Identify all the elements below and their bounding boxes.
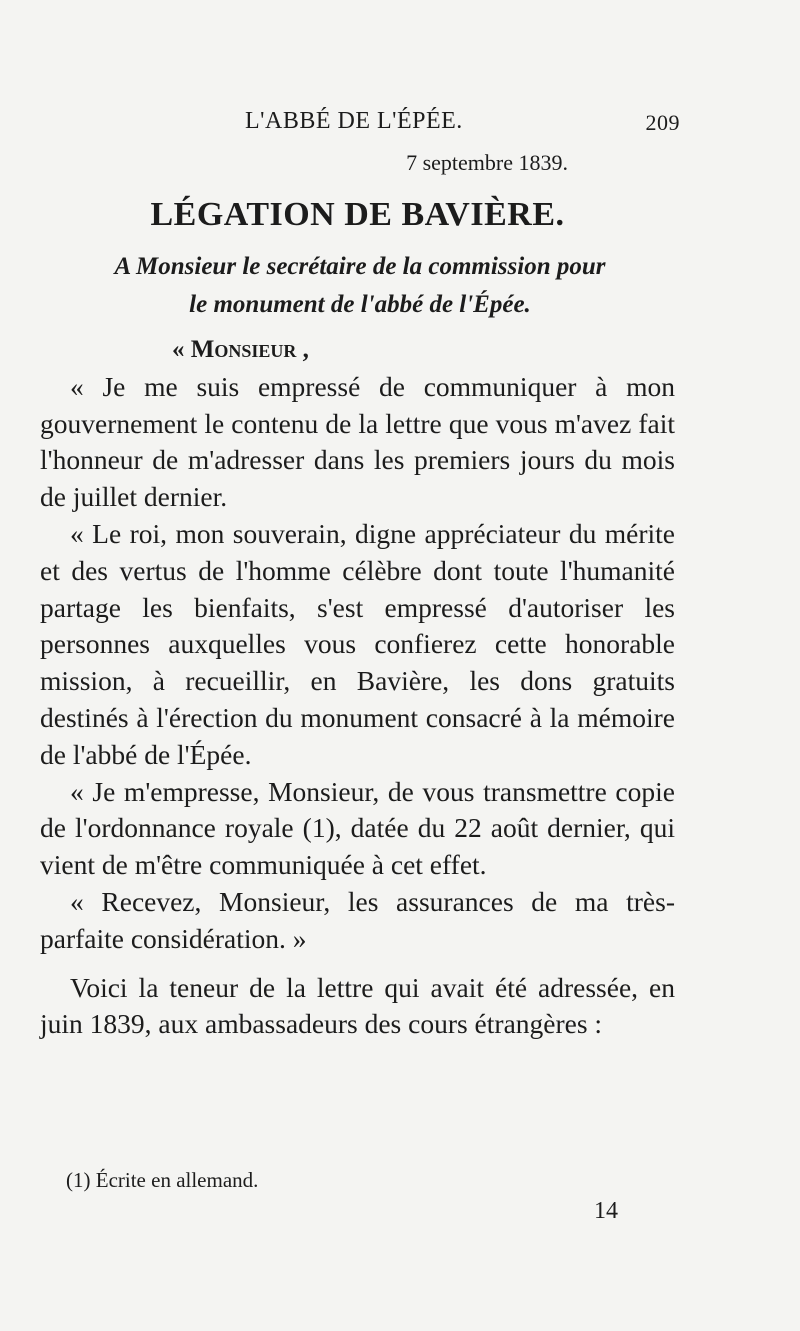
letter-body [40, 332, 675, 1043]
paragraph: « Recevez, Monsieur, les assurances de ma très-parfaite considération. » [40, 885, 675, 954]
paragraph: « Je m'empresse, Monsieur, de vous transmettre copie de l'ordonnance royale (1), datée du 22 août dernier, qui vient de m'être communiquée à cet effet. [40, 775, 675, 881]
page-number: 209 [645, 110, 680, 135]
paragraph: « Je me suis empressé de communiquer à mon gouvernement le contenu de la lettre que vous m'avez fait l'honneur de m'adresser dans les premiers jours du mois de juillet dernier. [40, 370, 675, 513]
dateline: 7 septembre 1839. [406, 150, 568, 175]
paragraph: Voici la teneur de la lettre qui avait été adressée, en juin 1839, aux ambassadeurs des cours étrangères : [40, 971, 675, 1040]
footnote: (1) Écrite en allemand. [66, 1168, 259, 1192]
paragraph: « Le roi, mon souverain, digne appréciateur du mérite et des vertus de l'homme célèbre dont toute l'humanité partage les bienfaits, s'est empressé d'autoriser les personnes auxquelles vous confierez cette honorable mission, à recueillir, en Bavière, les dons gratuits destinés à l'érection du monument consacré à la mémoire de l'abbé de l'Épée. [40, 517, 675, 770]
address-line: le monument de l'abbé de l'Épée. [189, 291, 531, 318]
address-line: A Monsieur le secrétaire de la commission pour [114, 253, 606, 280]
section-heading: LÉGATION DE BAVIÈRE. [150, 196, 565, 233]
running-head [40, 108, 680, 142]
salutation: « Monsieur , [172, 336, 309, 363]
address-block [40, 248, 680, 324]
signature-mark: 14 [594, 1198, 618, 1224]
running-title: L'ABBÉ DE L'ÉPÉE. [245, 108, 463, 134]
